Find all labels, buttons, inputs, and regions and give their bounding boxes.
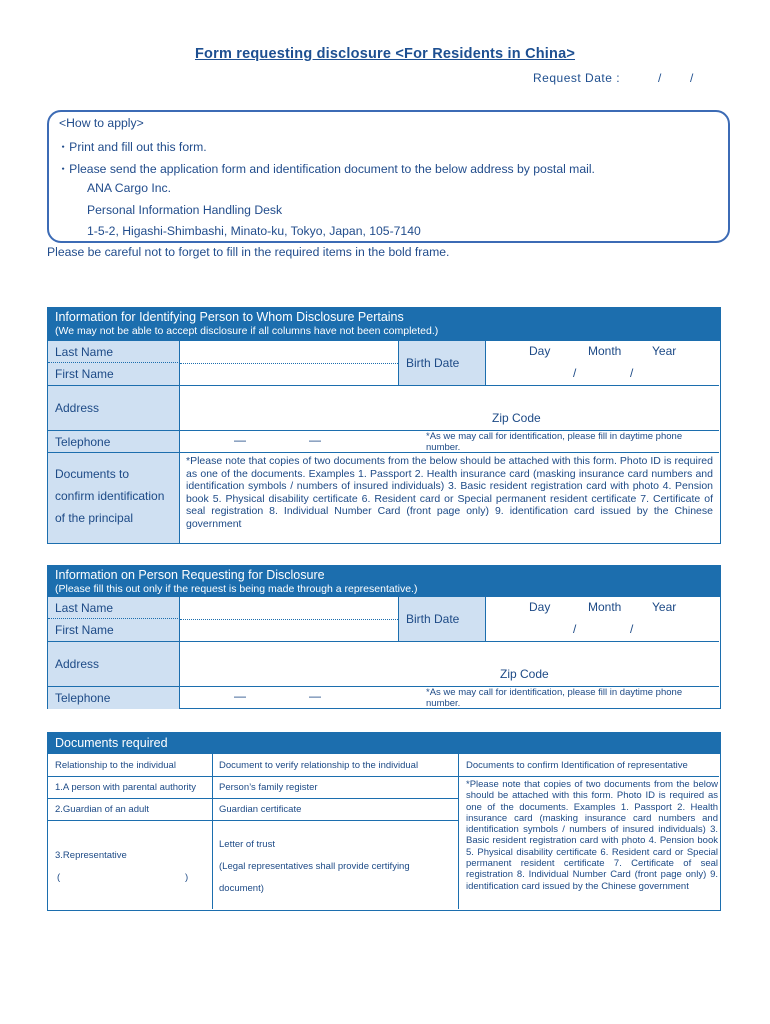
documents-required-table xyxy=(47,732,721,911)
first-name-field[interactable] xyxy=(180,363,398,385)
telephone-label: Telephone xyxy=(48,431,180,453)
paren-close: ) xyxy=(185,872,189,883)
document-cell: Letter of trust xyxy=(219,839,275,850)
page-title: Form requesting disclosure <For Residents in China> xyxy=(194,46,576,62)
column-header: Relationship to the individual xyxy=(55,760,176,771)
column-header: Documents to confirm Identification of representative xyxy=(466,760,688,771)
date-sep: / xyxy=(630,366,634,380)
section-title: Information on Person Requesting for Disclosure xyxy=(55,568,325,582)
phone-note: *As we may call for identification, please fill in daytime phone number. xyxy=(426,431,683,453)
address-field[interactable] xyxy=(180,386,719,431)
request-date-label: Request Date : xyxy=(533,71,621,85)
paren-open: ( xyxy=(57,872,61,883)
telephone-field[interactable] xyxy=(180,687,418,709)
how-to-line: ANA Cargo Inc. xyxy=(87,181,171,195)
how-to-heading: <How to apply> xyxy=(59,116,144,130)
birth-date-field[interactable] xyxy=(486,341,719,385)
phone-dash: — xyxy=(234,433,246,447)
last-name-field[interactable] xyxy=(180,597,398,620)
document-cell: Guardian certificate xyxy=(219,804,302,815)
day-label: Day xyxy=(529,600,551,614)
request-date-sep: / xyxy=(658,71,662,85)
column-divider xyxy=(458,754,459,909)
request-date-day-field[interactable] xyxy=(664,68,688,86)
documents-required-title: Documents required xyxy=(48,733,720,754)
docs-confirm-label xyxy=(48,453,180,543)
date-sep: / xyxy=(573,366,577,380)
zip-code-label: Zip Code xyxy=(500,667,549,681)
zip-code-label: Zip Code xyxy=(492,411,541,425)
docs-confirm-text: *Please note that copies of two documents from the below should be attached with this form. Photo ID is required as one of the documents. Examples 1. Passport 2. Health insurance card (masking insurance card numbers and identification symbols / numbers of insured individuals) 3. Basic resident registration card with photo 4. Pension book 5. Physical disability certificate 6. Resident card or Special permanent resident certificate 7. Certificate of seal registration 8. Individual Number Card (front page only) 9. identification card issued by the Chinese government xyxy=(186,455,713,530)
telephone-field[interactable] xyxy=(180,431,418,453)
section-note: (Please fill this out only if the request is being made through a representative.) xyxy=(55,583,418,595)
phone-dash: — xyxy=(309,433,321,447)
phone-dash: — xyxy=(234,689,246,703)
day-label: Day xyxy=(529,344,551,358)
docs-confirm-label-line: of the principal xyxy=(55,511,134,525)
legal-note: (Legal representatives shall provide certifying xyxy=(219,861,410,872)
relation-cell: 1.A person with parental authority xyxy=(55,782,197,793)
year-label: Year xyxy=(652,344,677,358)
representative-type-field[interactable] xyxy=(66,869,181,885)
relation-cell: 3.Representative xyxy=(55,850,127,861)
how-to-apply-box xyxy=(47,110,730,243)
birth-date-label: Birth Date xyxy=(398,597,486,641)
address-label: Address xyxy=(48,386,180,431)
column-header: Document to verify relationship to the individual xyxy=(219,760,419,771)
month-label: Month xyxy=(588,344,622,358)
first-name-label: First Name xyxy=(48,363,180,385)
birth-date-field[interactable] xyxy=(486,597,719,641)
section-note: (We may not be able to accept disclosure if all columns have not been completed.) xyxy=(55,325,439,337)
address-field[interactable] xyxy=(180,642,719,687)
section-header xyxy=(48,566,720,597)
legal-note: document) xyxy=(219,883,264,894)
section-principal xyxy=(47,307,721,544)
birth-date-label: Birth Date xyxy=(398,341,486,385)
docs-confirm-label-line: Documents to xyxy=(55,467,130,481)
telephone-label: Telephone xyxy=(48,687,180,709)
request-date-month-field[interactable] xyxy=(630,68,656,86)
how-to-line: ・Print and fill out this form. xyxy=(57,140,207,154)
last-name-label: Last Name xyxy=(48,341,180,363)
docs-confirm-label-line: confirm identification xyxy=(55,489,165,503)
careful-note: Please be careful not to forget to fill in the required items in the bold frame. xyxy=(47,245,450,259)
date-sep: / xyxy=(573,622,577,636)
id-documents-text: *Please note that copies of two documents from the below should be attached with this form. Photo ID is required as one of the documents. Examples 1. Passport 2. Health insurance card (masking insurance card numbers and identification symbols / numbers of insured individuals) 3. Basic resident registration card with photo 4. Pension book 5. Physical disability certificate 6. Resident card or Special permanent resident certificate 7. Certificate of seal registration 8. Individual Number Card (front page only) 9. identification card issued by the Chinese government xyxy=(466,779,718,892)
last-name-label: Last Name xyxy=(48,597,180,619)
phone-note: *As we may call for identification, please fill in daytime phone number. xyxy=(426,687,683,709)
document-cell: Person’s family register xyxy=(219,782,318,793)
date-sep: / xyxy=(630,622,634,636)
first-name-label: First Name xyxy=(48,619,180,641)
address-label: Address xyxy=(48,642,180,687)
year-label: Year xyxy=(652,600,677,614)
section-requester xyxy=(47,565,721,709)
month-label: Month xyxy=(588,600,622,614)
first-name-field[interactable] xyxy=(180,619,398,641)
how-to-line: Personal Information Handling Desk xyxy=(87,203,283,217)
phone-dash: — xyxy=(309,689,321,703)
how-to-line: ・Please send the application form and identification document to the below address by postal mail. xyxy=(57,162,595,176)
relation-cell: 2.Guardian of an adult xyxy=(55,804,150,815)
last-name-field[interactable] xyxy=(180,341,398,364)
section-header xyxy=(48,308,720,341)
request-date-sep: / xyxy=(690,71,694,85)
section-title: Information for Identifying Person to Whom Disclosure Pertains xyxy=(55,310,404,324)
how-to-line: 1-5-2, Higashi-Shimbashi, Minato-ku, Tokyo, Japan, 105-7140 xyxy=(87,224,421,238)
